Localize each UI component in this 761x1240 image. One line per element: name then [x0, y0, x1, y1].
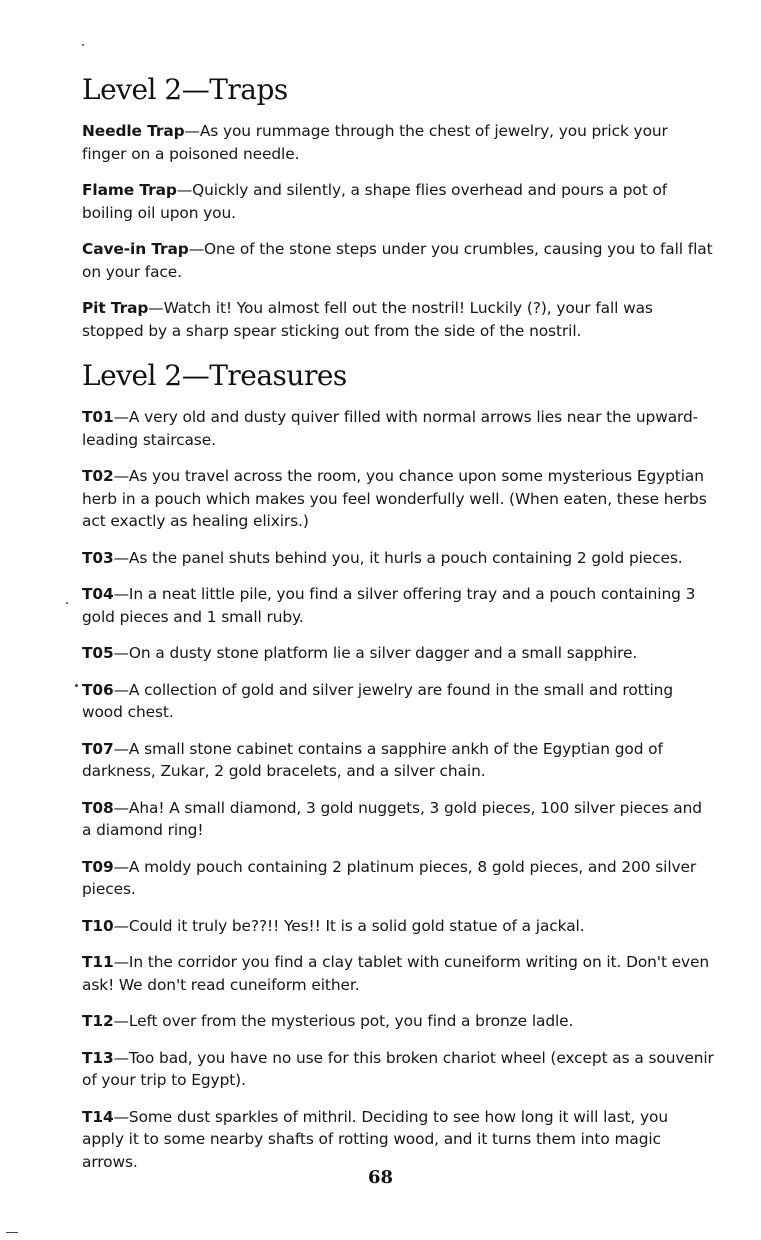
trap-text: —Watch it! You almost fell out the nostril! Luckily (?), your fall was stopped by a sharp spear sticking out from the side of the nostril.: [82, 299, 653, 340]
scan-speck: [82, 44, 84, 46]
treasure-text: —Could it truly be??!! Yes!! It is a solid gold statue of a jackal.: [113, 916, 585, 935]
treasure-term: T08: [82, 798, 114, 817]
treasure-entry: [82, 856, 714, 901]
trap-entry: [82, 179, 714, 224]
treasure-text: —In a neat little pile, you find a silver offering tray and a pouch containing 3 gold pieces and 1 small ruby.: [82, 585, 696, 626]
page-body: [82, 70, 714, 1187]
traps-heading: Level 2—Traps: [82, 73, 288, 106]
trap-term: Pit Trap: [82, 299, 149, 317]
treasure-entry: [82, 583, 714, 628]
treasure-entry: [82, 679, 714, 724]
treasure-term: T06: [82, 680, 114, 699]
scan-speck: [6, 1232, 18, 1233]
treasure-term: T01: [82, 408, 114, 426]
treasure-entry: [82, 406, 714, 451]
treasure-entry: [82, 1047, 714, 1092]
treasure-text: —As you travel across the room, you chance upon some mysterious Egyptian herb in a pouch which makes you feel wonderfully well. (When eaten, these herbs act exactly as healing elixirs.): [82, 467, 707, 530]
treasure-term: T03: [82, 548, 114, 567]
treasure-term: T07: [82, 739, 114, 758]
treasure-term: T04: [82, 585, 114, 603]
treasure-text: —A collection of gold and silver jewelry are found in the small and rotting wood chest.: [82, 680, 674, 721]
treasure-entry: [82, 797, 714, 842]
trap-entry: [82, 120, 714, 165]
treasure-term: T14: [82, 1107, 114, 1126]
treasure-text: —A small stone cabinet contains a sapphire ankh of the Egyptian god of darkness, Zukar, 2 gold bracelets, and a silver chain.: [82, 739, 663, 780]
treasure-entry: [82, 1010, 714, 1033]
treasure-text: —Left over from the mysterious pot, you find a bronze ladle.: [113, 1012, 574, 1030]
treasure-text: —Aha! A small diamond, 3 gold nuggets, 3 gold pieces, 100 silver pieces and a diamond ring!: [82, 798, 702, 839]
treasure-term: T12: [82, 1012, 114, 1030]
treasure-text: —Too bad, you have no use for this broken chariot wheel (except as a souvenir of your trip to Egypt).: [82, 1048, 714, 1089]
trap-text: —As you rummage through the chest of jewelry, you prick your finger on a poisoned needle.: [82, 122, 668, 163]
treasure-text: —Some dust sparkles of mithril. Deciding to see how long it will last, you apply it to some nearby shafts of rotting wood, and it turns them into magic arrows.: [82, 1107, 668, 1171]
trap-entry: [82, 297, 714, 342]
treasure-entry: [82, 951, 714, 996]
treasure-entry: [82, 465, 714, 533]
trap-text: —One of the stone steps under you crumbles, causing you to fall flat on your face.: [82, 240, 713, 281]
treasure-term: T02: [82, 467, 114, 485]
treasure-entry: [82, 547, 714, 570]
treasure-entry: [82, 915, 714, 938]
treasure-text: —A very old and dusty quiver filled with normal arrows lies near the upward-leading staircase.: [82, 408, 699, 449]
treasure-term: T11: [82, 953, 114, 971]
treasure-entry: [82, 738, 714, 783]
treasure-term: T09: [82, 857, 114, 876]
trap-text: —Quickly and silently, a shape flies overhead and pours a pot of boiling oil upon you.: [82, 181, 668, 222]
trap-term: Cave-in Trap: [82, 240, 189, 258]
treasure-term: T13: [82, 1048, 114, 1067]
treasures-heading: Level 2—Treasures: [82, 359, 347, 392]
trap-term: Flame Trap: [82, 181, 177, 199]
trap-entry: [82, 238, 714, 283]
scan-speck: [66, 602, 68, 604]
treasure-term: T10: [82, 916, 114, 935]
treasure-text: —A moldy pouch containing 2 platinum pieces, 8 gold pieces, and 200 silver pieces.: [82, 857, 697, 898]
treasure-text: —In the corridor you find a clay tablet with cuneiform writing on it. Don't even ask! We don't read cuneiform either.: [82, 953, 710, 994]
treasure-entry: [82, 1106, 714, 1174]
treasure-entry: [82, 642, 714, 665]
treasure-text: —As the panel shuts behind you, it hurls a pouch containing 2 gold pieces.: [113, 548, 683, 567]
trap-term: Needle Trap: [82, 122, 185, 140]
scan-speck: [75, 684, 78, 687]
page-number: 68: [367, 1167, 394, 1188]
treasure-term: T05: [82, 644, 114, 662]
treasure-text: —On a dusty stone platform lie a silver dagger and a small sapphire.: [113, 644, 638, 662]
